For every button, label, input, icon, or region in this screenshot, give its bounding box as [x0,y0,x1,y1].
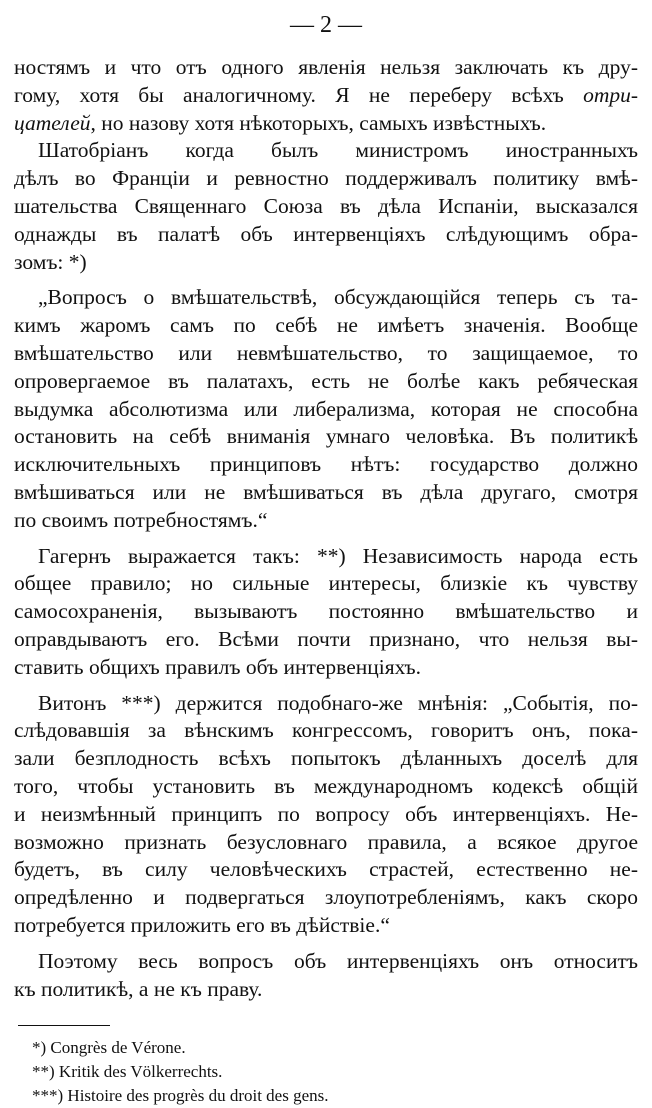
text-line: вмѣшательство или невмѣшательство, то защищаемое, то [14,340,638,365]
text-line: къ политикѣ, а не къ праву. [14,976,263,1001]
text-line: Гагернъ выражается такъ: **) Независимость народа есть [38,543,638,568]
text-line: выдумка абсолютизма или либерализма, которая не способна [14,396,638,421]
text-line: остановить на себѣ вниманія умнаго человѣка. Въ политикѣ [14,424,638,449]
footnotes [14,1036,638,1108]
page-number: — 2 — [290,12,362,38]
text-line: ставить общихъ правилъ объ интервенціяхъ. [14,654,422,679]
text-line: и неизмѣнный принципъ по вопросу объ интервенціяхъ. Не- [14,801,638,826]
text-line: общее правило; но сильные интересы, близкіе къ чувству [14,571,638,596]
paragraph-wheaton [14,690,638,940]
paragraph-quote-chateaubriand [14,284,638,534]
paragraph-intro [14,54,638,137]
text-line: по своимъ потребностямъ.“ [14,507,268,532]
text-line-plain: гому, хотя бы аналогичному. Я не переберу всѣхъ [14,82,584,107]
footnote: ***) Histoire des progrès du droit des gens. [32,1086,329,1106]
text-line [14,82,638,110]
text-line: опровергаемое въ палатахъ, есть не болѣе какъ ребяческая [14,368,638,393]
text-line: исключительныхъ принциповъ нѣтъ: государство должно [14,452,638,477]
text-line: однажды въ палатѣ объ интервенціяхъ слѣдующимъ обра- [14,221,638,246]
text-line: Шатобріанъ когда былъ министромъ иностранныхъ [38,138,638,163]
text-line: потребуется приложить его въ дѣйствіе.“ [14,912,390,937]
document-page [14,10,638,1108]
text-line: возможно признать безусловнаго правила, а всякое другое [14,829,638,854]
text-line: шательства Священнаго Союза въ дѣла Испаніи, высказался [14,193,638,218]
text-line: Витонъ ***) держится подобнаго-же мнѣнія: „Событія, по- [38,690,638,715]
text-line: будетъ, въ силу человѣческихъ страстей, естественно не- [14,857,638,882]
paragraph-conclusion [14,948,638,1004]
text-line: вмѣшиваться или не вмѣшиваться въ дѣла другаго, смотря [14,479,638,504]
emphasis-word: цателей [14,110,91,135]
text-line: слѣдовавшія за вѣнскимъ конгрессомъ, говоритъ онъ, пока- [14,718,638,743]
paragraph-gagern [14,543,638,682]
text-line: самосохраненія, вызываютъ постоянно вмѣшательство и [14,599,638,624]
text-line: зали безплодность всѣхъ попытокъ дѣланныхъ доселѣ для [14,746,638,771]
paragraph-chateaubriand [14,137,638,276]
text-line: зомъ: *) [14,249,87,274]
text-line: оправдываютъ его. Всѣми почти признано, что нельзя вы- [14,626,638,651]
text-line: кимъ жаромъ самъ по себѣ не имѣетъ значенія. Вообще [14,313,638,338]
emphasis-word: отри- [583,82,638,107]
text-line: цателей, но назову хотя нѣкоторыхъ, самыхъ извѣстныхъ. [14,110,547,135]
text-line: ностямъ и что отъ одного явленія нельзя заключать къ дру- [14,55,638,79]
text-line: дѣлъ во Франціи и ревностно поддерживалъ политику вмѣ- [14,166,638,191]
footnote: *) Congrès de Vérone. [32,1038,186,1058]
footnote: **) Kritik des Völkerrechts. [32,1062,223,1082]
footnote-divider [18,1025,110,1026]
text-line: „Вопросъ о вмѣшательствѣ, обсуждающійся теперь съ та- [38,285,638,310]
text-line: того, чтобы установить въ международномъ кодексѣ общій [14,773,638,798]
text-line: Поэтому весь вопросъ объ интервенціяхъ онъ относитъ [38,948,638,973]
text-line: опредѣленно и подвергаться злоупотребленіямъ, какъ скоро [14,885,638,910]
